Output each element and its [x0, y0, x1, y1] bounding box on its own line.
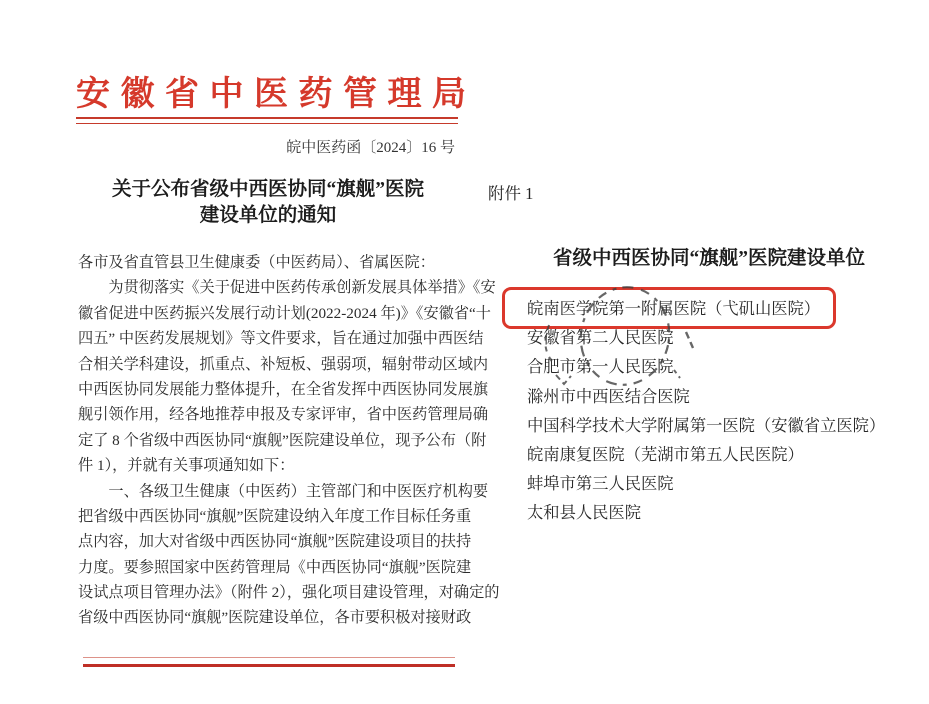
body-line: 点内容，加大对省级中西医协同“旗舰”医院建设项目的扶持	[78, 533, 472, 551]
hospital-item: 合肥市第一人民医院	[527, 357, 674, 377]
header-double-rule	[76, 117, 458, 124]
attachment-label: 附件 1	[488, 184, 534, 203]
body-line: 各市及省直管县卫生健康委（中医药局）、省属医院：	[78, 254, 435, 271]
agency-header-title: 安 徽 省 中 医 药 管 理 局	[76, 76, 467, 113]
body-line: 把省级中西医协同“旗舰”医院建设纳入年度工作目标任务重	[78, 507, 472, 525]
notice-title-line2: 建设单位的通知	[199, 205, 337, 226]
body-line: 力度。要参照国家中医药管理局《中西医协同“旗舰”医院建	[78, 558, 472, 576]
document-number: 皖中医药函〔2024〕16 号	[286, 140, 455, 156]
notice-body	[78, 250, 500, 631]
body-line: 中西医协同发展能力整体提升，在全省发挥中西医协同发展旗	[78, 380, 489, 398]
footer-double-rule	[83, 657, 455, 667]
body-line: 设试点项目管理办法》（附件 2），强化项目建设管理，对确定的	[78, 584, 500, 602]
body-line: 件 1），并就有关事项通知如下：	[78, 457, 295, 475]
hospital-item: 中国科学技术大学附属第一医院（安徽省立医院）	[527, 415, 886, 435]
body-line: 省级中西医协同“旗舰”医院建设单位，各市要积极对接财政	[78, 609, 472, 627]
hospital-item: 蚌埠市第三人民医院	[527, 474, 674, 494]
hospital-item-highlighted: 皖南医学院第一附属医院（弋矶山医院）	[527, 299, 821, 318]
body-line: 一、各级卫生健康（中医药）主管部门和中医医疗机构要	[78, 482, 489, 500]
body-line: 舰引领作用，经各地推荐申报及专家评审，省中医药管理局确	[78, 406, 489, 424]
hospital-item: 滁州市中西医结合医院	[527, 386, 690, 406]
body-line: 为贯彻落实《关于促进中医药传承创新发展具体举措》《安	[78, 279, 496, 297]
hospital-item: 太和县人民医院	[527, 503, 641, 523]
body-line: 徽省促进中医药振兴发展行动计划(2022-2024 年)》《安徽省“十	[78, 304, 491, 322]
body-line: 定了 8 个省级中西医协同“旗舰”医院建设单位，现予公布（附	[78, 431, 487, 449]
hospital-item: 安徽省第二人民医院	[527, 328, 674, 348]
notice-title-line1: 关于公布省级中西医协同“旗舰”医院	[111, 179, 424, 200]
attachment-title: 省级中西医协同“旗舰”医院建设单位	[552, 248, 865, 269]
hospital-list	[527, 294, 927, 528]
hospital-item: 皖南康复医院（芜湖市第五人民医院）	[527, 444, 804, 464]
body-line: 合相关学科建设，抓重点、补短板、强弱项，辐射带动区域内	[78, 355, 489, 373]
notice-title	[76, 177, 460, 229]
body-line: 四五” 中医药发展规划》等文件要求，旨在通过加强中西医结	[78, 330, 484, 348]
